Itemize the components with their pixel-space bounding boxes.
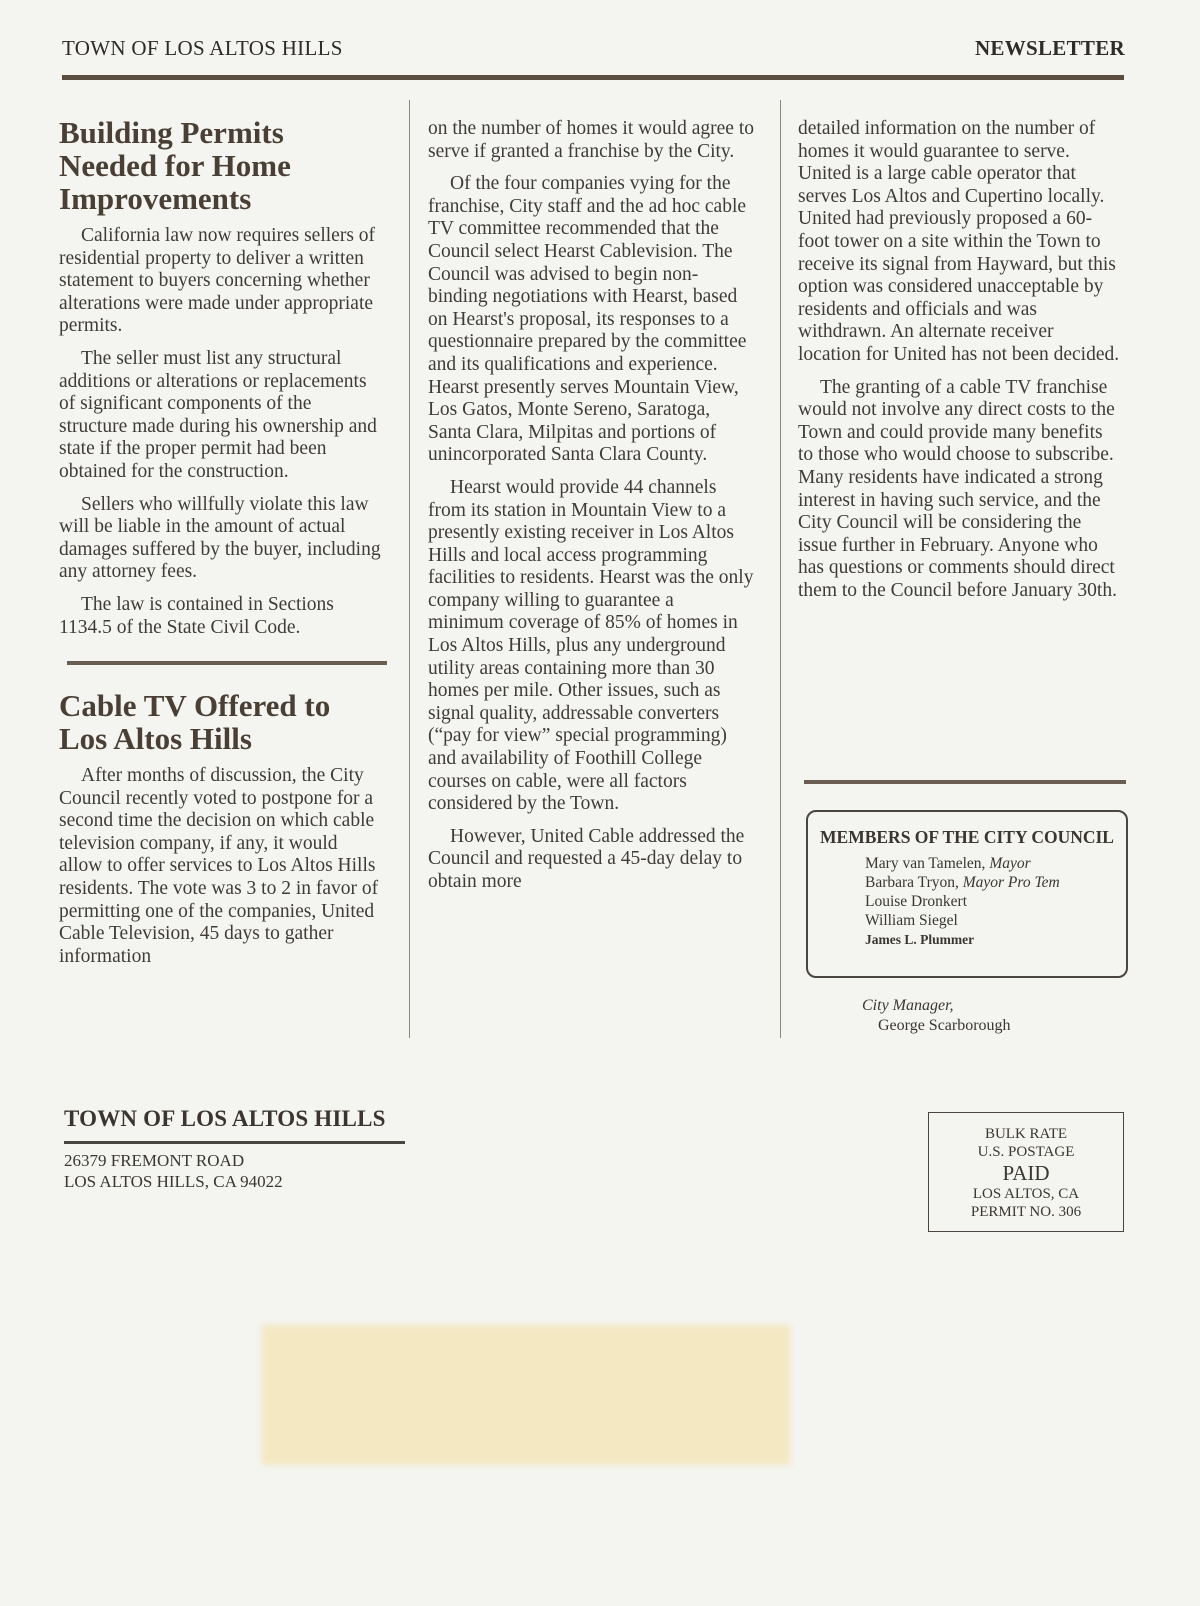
paragraph: Sellers who willfully violate this law will be liable in the amount of actual damages suffered by the buyer, including any attorney fees.	[59, 493, 381, 583]
paragraph: The seller must list any structural additions or alterations or replacements of significant components of the structure made during his ownership and state if the proper permit had been obtained for the construction.	[59, 347, 377, 482]
return-address: 26379 FREMONT ROAD LOS ALTOS HILLS, CA 94022	[64, 1151, 283, 1191]
city-manager-title: City Manager,	[862, 997, 954, 1014]
paragraph: The granting of a cable TV franchise would not involve any direct costs to the Town and could provide many benefits to those who would choose to subscribe. Many residents have indicated a strong interest in having such service, and the City Council will be considering the issue further in February. Anyone who has questions or comments should direct them to the Council before January 30th.	[798, 376, 1117, 601]
column-divider	[780, 100, 781, 1038]
column-1	[59, 116, 381, 978]
section-divider	[67, 661, 387, 665]
paragraph: However, United Cable addressed the Council and requested a 45-day delay to obtain more	[428, 825, 745, 892]
header-town-name: TOWN OF LOS ALTOS HILLS	[62, 36, 343, 60]
council-member: William Siegel	[865, 912, 958, 929]
paragraph: Hearst would provide 44 channels from its station in Mountain View to a presently existing receiver in Los Altos Hills and local access programming facilities to residents. Hearst was the only company willing to guarantee a minimum coverage of 85% of homes in Los Altos Hills, plus any underground utility areas containing more than 30 homes per mile. Other issues, such as signal quality, addressable converters (“pay for view” special programming) and availability of Foothill College courses on cable, were all factors considered by the Town.	[428, 476, 754, 815]
council-title: MEMBERS OF THE CITY COUNCIL	[820, 827, 1114, 847]
paragraph: After months of discussion, the City Council recently voted to postpone for a second time the decision on which cable television company, if any, it would allow to offer services to Los Altos Hills residents. The vote was 3 to 2 in favor of permitting one of the companies, United Cable Television, 45 days to gather information	[59, 765, 379, 967]
council-member-list	[865, 854, 1126, 949]
article-title-cable-tv: Cable TV Offered to Los Altos Hills	[59, 688, 331, 757]
paragraph: on the number of homes it would agree to serve if granted a franchise by the City.	[428, 118, 755, 162]
paragraph: The law is contained in Sections 1134.5 of the State Civil Code.	[59, 593, 334, 638]
column-3	[798, 118, 1120, 612]
header-rule	[62, 75, 1124, 80]
article-title-building-permits: Building Permits Needed for Home Improvements	[59, 115, 291, 216]
city-manager	[862, 996, 1011, 1036]
column-divider	[409, 100, 410, 1038]
postage-indicia: BULK RATE U.S. POSTAGE PAID LOS ALTOS, CA PERMIT NO. 306	[928, 1112, 1124, 1232]
column-2	[428, 118, 754, 904]
return-address-rule	[64, 1141, 405, 1144]
paragraph: California law now requires sellers of residential property to deliver a written statement to buyers concerning whether alterations were made under appropriate permits.	[59, 225, 376, 337]
paragraph: Of the four companies vying for the franchise, City staff and the ad hoc cable TV committee recommended that the Council select Hearst Cablevision. The Council was advised to begin non-binding negotiations with Hearst, based on Hearst's proposal, its responses to a questionnaire prepared by the committee and its qualifications and experience. Hearst presently serves Mountain View, Los Gatos, Monte Sereno, Saratoga, Santa Clara, Milpitas and portions of unincorporated Santa Clara County.	[428, 173, 747, 466]
council-members-box	[806, 810, 1128, 978]
paragraph: detailed information on the number of homes it would guarantee to serve. United is a large cable operator that serves Los Altos and Cupertino locally. United had previously proposed a 60-foot tower on a site within the Town to receive its signal from Hayward, but this option was considered unacceptable by residents and officials and was withdrawn. An alternate receiver location for United has not been decided.	[798, 118, 1120, 365]
header-newsletter: NEWSLETTER	[974, 36, 1125, 60]
council-member: Mary van Tamelen, Mayor	[865, 855, 1031, 872]
section-divider	[804, 780, 1126, 784]
council-member: James L. Plummer	[865, 932, 975, 947]
mailing-label	[262, 1325, 790, 1465]
city-manager-name: George Scarborough	[878, 1017, 1011, 1034]
council-member: Louise Dronkert	[865, 893, 968, 910]
return-address-name: TOWN OF LOS ALTOS HILLS	[64, 1106, 386, 1131]
council-member: Barbara Tryon, Mayor Pro Tem	[865, 874, 1060, 891]
